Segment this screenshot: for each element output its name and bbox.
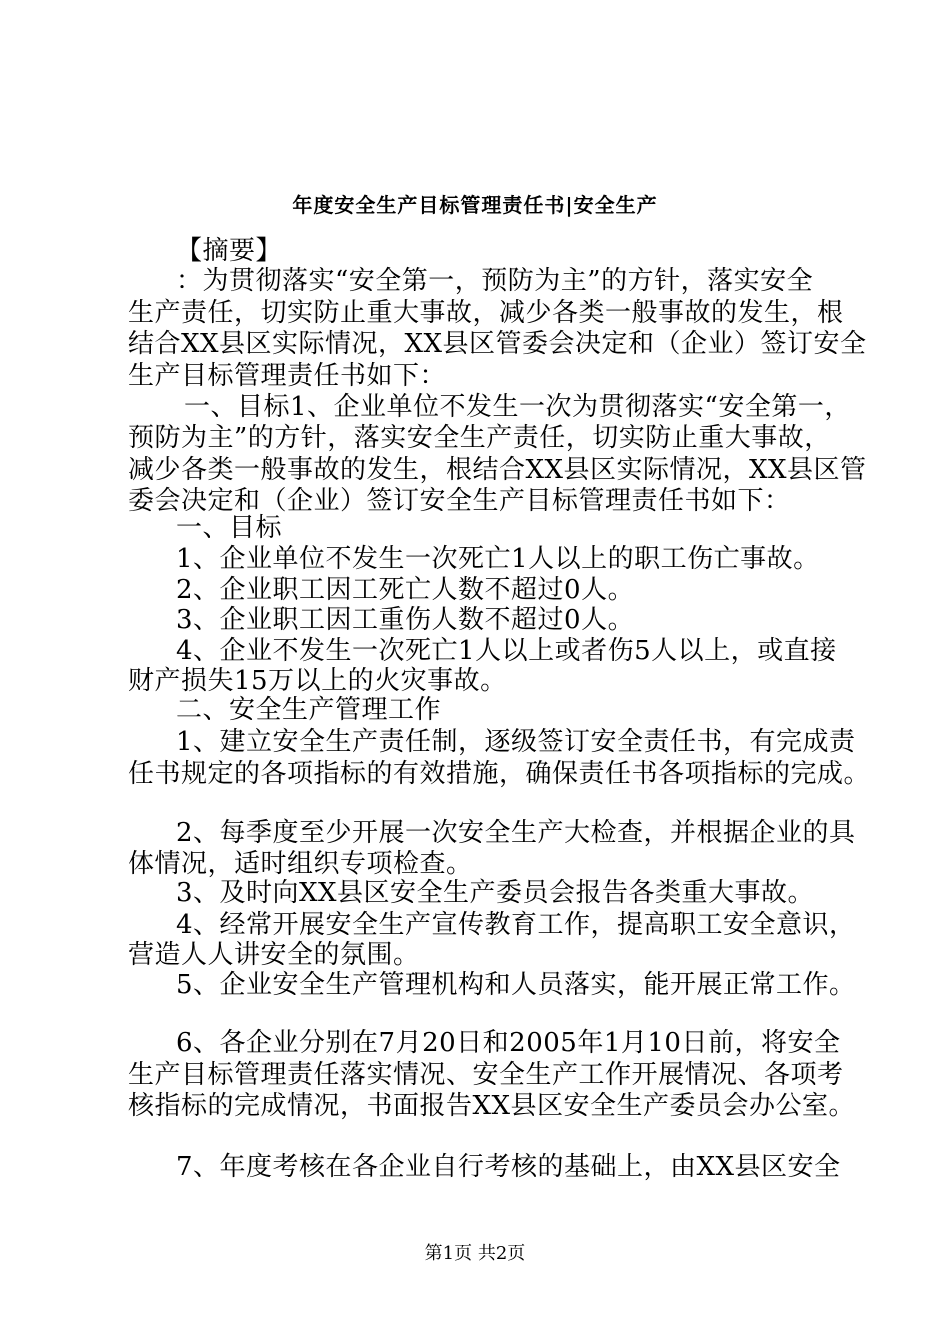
list-item: 3、及时向XX县区安全生产委员会报告各类重大事故。	[176, 878, 815, 908]
list-item: 5、企业安全生产管理机构和人员落实，能开展正常工作。	[176, 970, 856, 1000]
document-title: 年度安全生产目标管理责任书|安全生产	[292, 193, 658, 217]
body-line: 生产责任，切实防止重大事故，减少各类一般事故的发生，根	[128, 298, 844, 328]
list-item: 任书规定的各项指标的有效措施，确保责任书各项指标的完成。	[128, 759, 871, 789]
body-line: 生产目标管理责任书如下：	[128, 361, 447, 391]
body-line: 委会决定和（企业）签订安全生产目标管理责任书如下：	[128, 486, 791, 516]
list-item: 体情况，适时组织专项检查。	[128, 849, 473, 879]
list-item: 营造人人讲安全的氛围。	[128, 940, 420, 970]
body-line: 减少各类一般事故的发生，根结合XX县区实际情况，XX县区管	[128, 455, 867, 485]
list-item: 4、经常开展安全生产宣传教育工作，提高职工安全意识，	[176, 910, 856, 940]
body-line: 预防为主”的方针，落实安全生产责任，切实防止重大事故，	[128, 423, 831, 453]
section-heading: 一、目标	[176, 513, 283, 543]
list-item: 1、企业单位不发生一次死亡1人以上的职工伤亡事故。	[176, 544, 820, 574]
list-item: 生产目标管理责任落实情况、安全生产工作开展情况、各项考	[128, 1060, 844, 1090]
list-item: 核指标的完成情况，书面报告XX县区安全生产委员会办公室。	[128, 1091, 856, 1121]
page-footer: 第1页 共2页	[424, 1243, 526, 1264]
section-heading: 二、安全生产管理工作	[176, 695, 442, 725]
list-item: 3、企业职工因工重伤人数不超过0人。	[176, 605, 635, 635]
list-item: 2、企业职工因工死亡人数不超过0人。	[176, 575, 635, 605]
list-item: 财产损失15万以上的火灾事故。	[128, 666, 507, 696]
abstract-heading: 【摘要】	[176, 236, 283, 266]
list-item: 4、企业不发生一次死亡1人以上或者伤5人以上，或直接	[176, 636, 837, 666]
body-line: 结合XX县区实际情况，XX县区管委会决定和（企业）签订安全	[128, 329, 867, 359]
list-item: 1、建立安全生产责任制，逐级签订安全责任书，有完成责	[176, 727, 856, 757]
body-line: 一、目标1、企业单位不发生一次为贯彻落实“安全第一，	[184, 392, 851, 422]
list-item: 2、每季度至少开展一次安全生产大检查，并根据企业的具	[176, 818, 856, 848]
list-item: 6、各企业分别在7月20日和2005年1月10日前，将安全	[176, 1028, 841, 1058]
body-line: ：为贯彻落实“安全第一，预防为主”的方针，落实安全	[176, 266, 814, 296]
list-item: 7、年度考核在各企业自行考核的基础上，由XX县区安全	[176, 1152, 841, 1182]
